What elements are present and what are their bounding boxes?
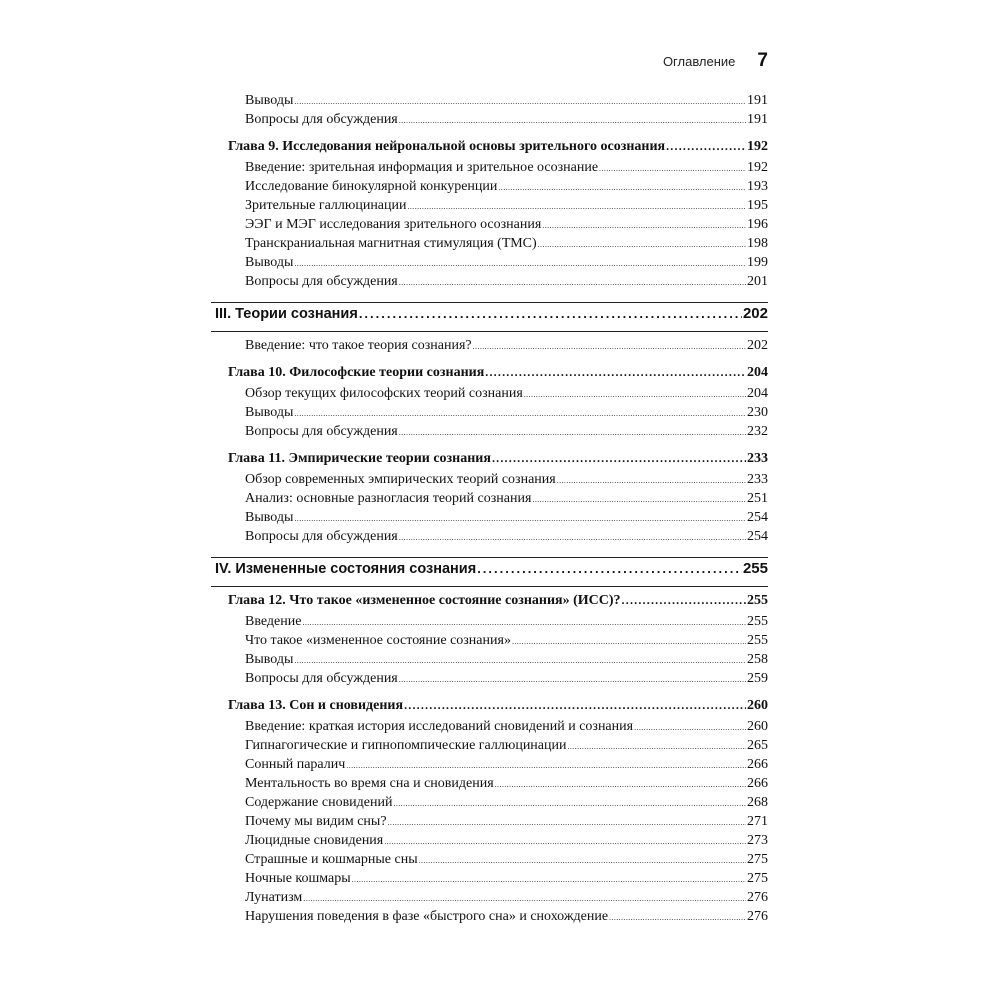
toc-entry-page: 265 [747, 738, 768, 753]
toc-entry-page: 271 [747, 814, 768, 829]
chapter-title: Глава 10. Философские теории сознания [228, 365, 485, 380]
toc-entry [228, 814, 768, 833]
toc-entry [228, 112, 768, 131]
toc-entry [228, 719, 768, 738]
chapter-title: Глава 13. Сон и сновидения [228, 698, 404, 713]
part-page: 255 [742, 560, 768, 577]
toc-entry-title: Введение: что такое теория сознания? [245, 338, 472, 353]
toc-entry-title: Страшные и кошмарные сны [245, 852, 418, 867]
part-page: 202 [742, 305, 768, 322]
toc-entry-page: 275 [747, 852, 768, 867]
toc-entry [228, 217, 768, 236]
toc-entry [228, 757, 768, 776]
toc-entry [228, 776, 768, 795]
toc-entry-page: 273 [747, 833, 768, 848]
toc-entry-title: Транскраниальная магнитная стимуляция (ТМС) [245, 236, 537, 251]
toc-entry [228, 890, 768, 909]
toc-entry-page: 202 [747, 338, 768, 353]
toc-part-3 [215, 303, 768, 331]
toc-entry-title: Лунатизм [245, 890, 303, 905]
toc-entry [228, 909, 768, 928]
toc-entry-page: 191 [747, 112, 768, 127]
toc-entry-page: 255 [747, 614, 768, 629]
part-title: IV. Измененные состояния сознания [215, 561, 477, 577]
toc-entry-page: 259 [747, 671, 768, 686]
toc-entry [228, 93, 768, 112]
toc-entry-title: Что такое «измененное состояние сознания» [245, 633, 511, 648]
toc-entry-page: 266 [747, 757, 768, 772]
toc-chapter-13 [228, 698, 768, 719]
toc-entry-page: 266 [747, 776, 768, 791]
toc-entry-page: 230 [747, 405, 768, 420]
chapter-page: 255 [747, 593, 768, 608]
toc-entry-title: Гипнагогические и гипнопомпические галлюцинации [245, 738, 567, 753]
chapter-title: Глава 12. Что такое «измененное состояние сознания» (ИСС)? [228, 593, 621, 608]
chapter-title: Глава 9. Исследования нейрональной основы зрительного осознания [228, 139, 666, 154]
toc-entry-title: Выводы [245, 405, 294, 420]
toc-entry-title: Выводы [245, 510, 294, 525]
toc-entry [228, 274, 768, 293]
toc-entry-page: 275 [747, 871, 768, 886]
toc-entry-title: Вопросы для обсуждения [245, 112, 398, 127]
toc-entry-page: 260 [747, 719, 768, 734]
toc-entry-title: Содержание сновидений [245, 795, 393, 810]
toc-entry-page: 191 [747, 93, 768, 108]
toc-entry-page: 233 [747, 472, 768, 487]
toc-entry [228, 633, 768, 652]
toc-entry-page: 268 [747, 795, 768, 810]
chapter-page: 260 [747, 698, 768, 713]
running-title: Оглавление [662, 54, 736, 69]
chapter-page: 233 [747, 451, 768, 466]
toc-entry [228, 738, 768, 757]
toc-entry-title: Вопросы для обсуждения [245, 274, 398, 289]
toc-entry-title: Обзор текущих философских теорий сознания [245, 386, 523, 401]
toc-entry [228, 871, 768, 890]
toc-chapter-9 [228, 139, 768, 160]
toc-chapter-10 [228, 365, 768, 386]
running-head [560, 50, 768, 76]
toc-entry-title: Вопросы для обсуждения [245, 424, 398, 439]
toc-entry-title: Вопросы для обсуждения [245, 671, 398, 686]
toc-entry-page: 254 [747, 510, 768, 525]
toc-entry-page: 254 [747, 529, 768, 544]
toc-entry [228, 833, 768, 852]
toc-entry-page: 232 [747, 424, 768, 439]
toc-entry [228, 472, 768, 491]
toc-entry-page: 276 [747, 890, 768, 905]
toc-entry [228, 795, 768, 814]
toc-entry-page: 199 [747, 255, 768, 270]
toc-entry [228, 236, 768, 255]
toc-entry-title: Ночные кошмары [245, 871, 351, 886]
toc-entry [228, 198, 768, 217]
toc-entry-page: 196 [747, 217, 768, 232]
toc-entry-page: 201 [747, 274, 768, 289]
toc-entry-page: 251 [747, 491, 768, 506]
toc-entry [228, 424, 768, 443]
chapter-title: Глава 11. Эмпирические теории сознания [228, 451, 491, 466]
toc-entry-title: Введение: зрительная информация и зрительное осознание [245, 160, 599, 175]
chapter-page: 204 [747, 365, 768, 380]
toc-entry-title: Люцидные сновидения [245, 833, 384, 848]
part-title: III. Теории сознания [215, 306, 358, 322]
toc-chapter-12 [228, 593, 768, 614]
toc-entry-title: Анализ: основные разногласия теорий сознания [245, 491, 532, 506]
toc-entry-title: Выводы [245, 255, 294, 270]
toc-entry-page: 195 [747, 198, 768, 213]
toc-entry-title: Выводы [245, 93, 294, 108]
toc-entry [228, 255, 768, 274]
toc-entry-title: Зрительные галлюцинации [245, 198, 407, 213]
chapter-page: 192 [747, 139, 768, 154]
toc-entry [228, 852, 768, 871]
toc-chapter-11 [228, 451, 768, 472]
table-of-contents [215, 93, 768, 928]
toc-entry-page: 204 [747, 386, 768, 401]
toc-entry-page: 258 [747, 652, 768, 667]
toc-entry [228, 671, 768, 690]
toc-entry-page: 276 [747, 909, 768, 924]
toc-entry-title: Выводы [245, 652, 294, 667]
toc-part-4 [215, 558, 768, 586]
toc-entry [228, 179, 768, 198]
toc-entry-title: Почему мы видим сны? [245, 814, 387, 829]
toc-entry [228, 491, 768, 510]
toc-entry-page: 255 [747, 633, 768, 648]
toc-entry-title: Обзор современных эмпирических теорий сознания [245, 472, 556, 487]
toc-entry-title: Вопросы для обсуждения [245, 529, 398, 544]
toc-entry [228, 510, 768, 529]
toc-entry-page: 198 [747, 236, 768, 251]
toc-entry-title: Ментальность во время сна и сновидения [245, 776, 494, 791]
toc-entry-title: Исследование бинокулярной конкуренции [245, 179, 498, 194]
toc-entry-page: 193 [747, 179, 768, 194]
toc-entry [228, 529, 768, 548]
toc-entry-page: 192 [747, 160, 768, 175]
toc-entry [228, 652, 768, 671]
toc-entry-title: Введение: краткая история исследований сновидений и сознания [245, 719, 634, 734]
toc-entry [228, 160, 768, 179]
toc-entry [228, 614, 768, 633]
toc-entry-title: ЭЭГ и МЭГ исследования зрительного осознания [245, 217, 542, 232]
toc-entry [228, 338, 768, 357]
toc-entry-title: Нарушения поведения в фазе «быстрого сна» и снохождение [245, 909, 609, 924]
toc-entry [228, 386, 768, 405]
toc-entry-title: Сонный паралич [245, 757, 346, 772]
toc-entry-title: Введение [245, 614, 302, 629]
page-number: 7 [757, 50, 768, 71]
toc-entry [228, 405, 768, 424]
